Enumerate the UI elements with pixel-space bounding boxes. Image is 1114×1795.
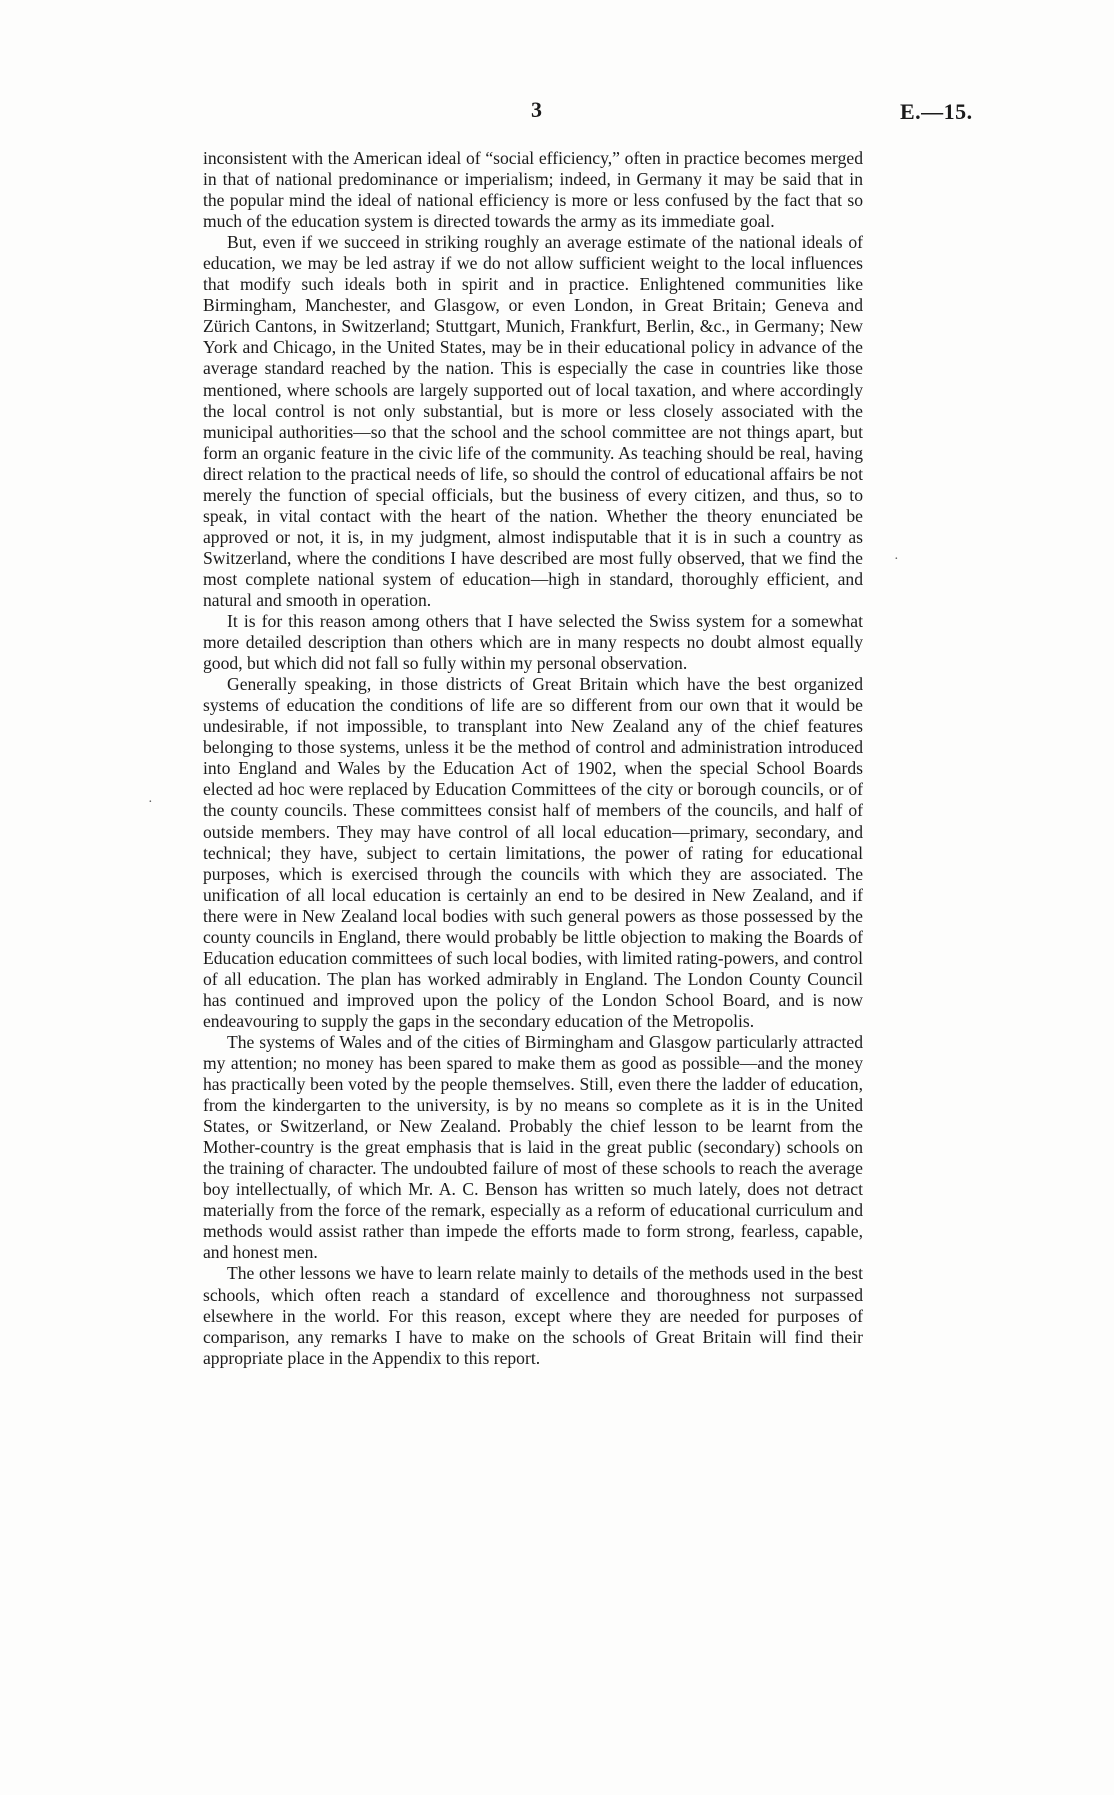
- ink-speck: ·: [894, 552, 899, 567]
- paragraph-4: Generally speaking, in those districts of Great Britain which have the best organized systems of education the conditions of life are so different from our own that it would be undesirable, if not impossible, to transplant into New Zealand any of the chief features belonging to those systems, unless it be the method of control and administration introduced into England and Wales by the Education Act of 1902, when the special School Boards elected ad hoc were replaced by Education Committees of the city or borough councils, or of the county councils. These committees consist half of members of the councils, and half of outside members. They may have control of all local education—primary, secondary, and technical; they have, subject to certain limitations, the power of rating for educational purposes, which is exercised through the councils with which they are associated. The unification of all local education is certainly an end to be desired in New Zealand, and if there were in New Zealand local bodies with such general powers as those possessed by the county councils in England, there would probably be little objection to making the Boards of Education education committees of such local bodies, with limited rating-powers, and control of all education. The plan has worked admirably in England. The London County Council has continued and improved upon the policy of the London School Board, and is now endeavouring to supply the gaps in the secondary education of the Metropolis.: [203, 674, 863, 1031]
- page-number: 3: [531, 97, 543, 122]
- paragraph-6: The other lessons we have to learn relate mainly to details of the methods used in the best schools, which often reach a standard of excellence and thoroughness not surpassed elsewhere in the world. For this reason, except where they are needed for purposes of comparison, any remarks I have to make on the schools of Great Britain will find their appropriate place in the Appendix to this report.: [203, 1263, 863, 1368]
- paragraph-3: It is for this reason among others that I have selected the Swiss system for a somewhat more detailed description than others which are in many respects no doubt almost equally good, but which did not fall so fully within my personal observation.: [203, 611, 863, 674]
- document-reference: E.—15.: [900, 99, 973, 124]
- paragraph-5: The systems of Wales and of the cities of Birmingham and Glasgow particularly attracted my attention; no money has been spared to make them as good as possible—and the money has practically been voted by the people themselves. Still, even there the ladder of education, from the kindergarten to the university, is by no means so complete as it is in the United States, or Switzerland, or New Zealand. Probably the chief lesson to be learnt from the Mother-country is the great emphasis that is laid in the great public (secondary) schools on the training of character. The undoubted failure of most of these schools to reach the average boy intellectually, of which Mr. A. C. Benson has written so much lately, does not detract materially from the force of the remark, especially as a reform of educational curriculum and methods would assist rather than impede the efforts made to form strong, fearless, capable, and honest men.: [203, 1031, 863, 1263]
- body-text: [203, 148, 863, 1369]
- paragraph-1: inconsistent with the American ideal of “social efficiency,” often in practice becomes merged in that of national predominance or imperialism; indeed, in Germany it may be said that in the popular mind the ideal of national efficiency is more or less confused by the fact that so much of the education system is directed towards the army as its immediate goal.: [203, 148, 863, 232]
- ink-speck: ·: [148, 795, 153, 810]
- paragraph-2: But, even if we succeed in striking roughly an average estimate of the national ideals of education, we may be led astray if we do not allow sufficient weight to the local influences that modify such ideals both in spirit and in practice. Enlightened communities like Birmingham, Manchester, and Glasgow, or even London, in Great Britain; Geneva and Zürich Cantons, in Switzerland; Stuttgart, Munich, Frankfurt, Berlin, &c., in Germany; New York and Chicago, in the United States, may be in their educational policy in advance of the average standard reached by the nation. This is especially the case in countries like those mentioned, where schools are largely supported out of local taxation, and where accordingly the local control is not only substantial, but is more or less closely associated with the municipal authorities—so that the school and the school committee are not things apart, but form an organic feature in the civic life of the community. As teaching should be real, having direct relation to the practical needs of life, so should the control of educational affairs be not merely the function of special officials, but the business of every citizen, and thus, so to speak, in vital contact with the heart of the nation. Whether the theory enunciated be approved or not, it is, in my judgment, almost indisputable that it is in such a country as Switzerland, where the conditions I have described are most fully observed, that we find the most complete national system of education—high in standard, thoroughly efficient, and natural and smooth in operation.: [203, 232, 863, 610]
